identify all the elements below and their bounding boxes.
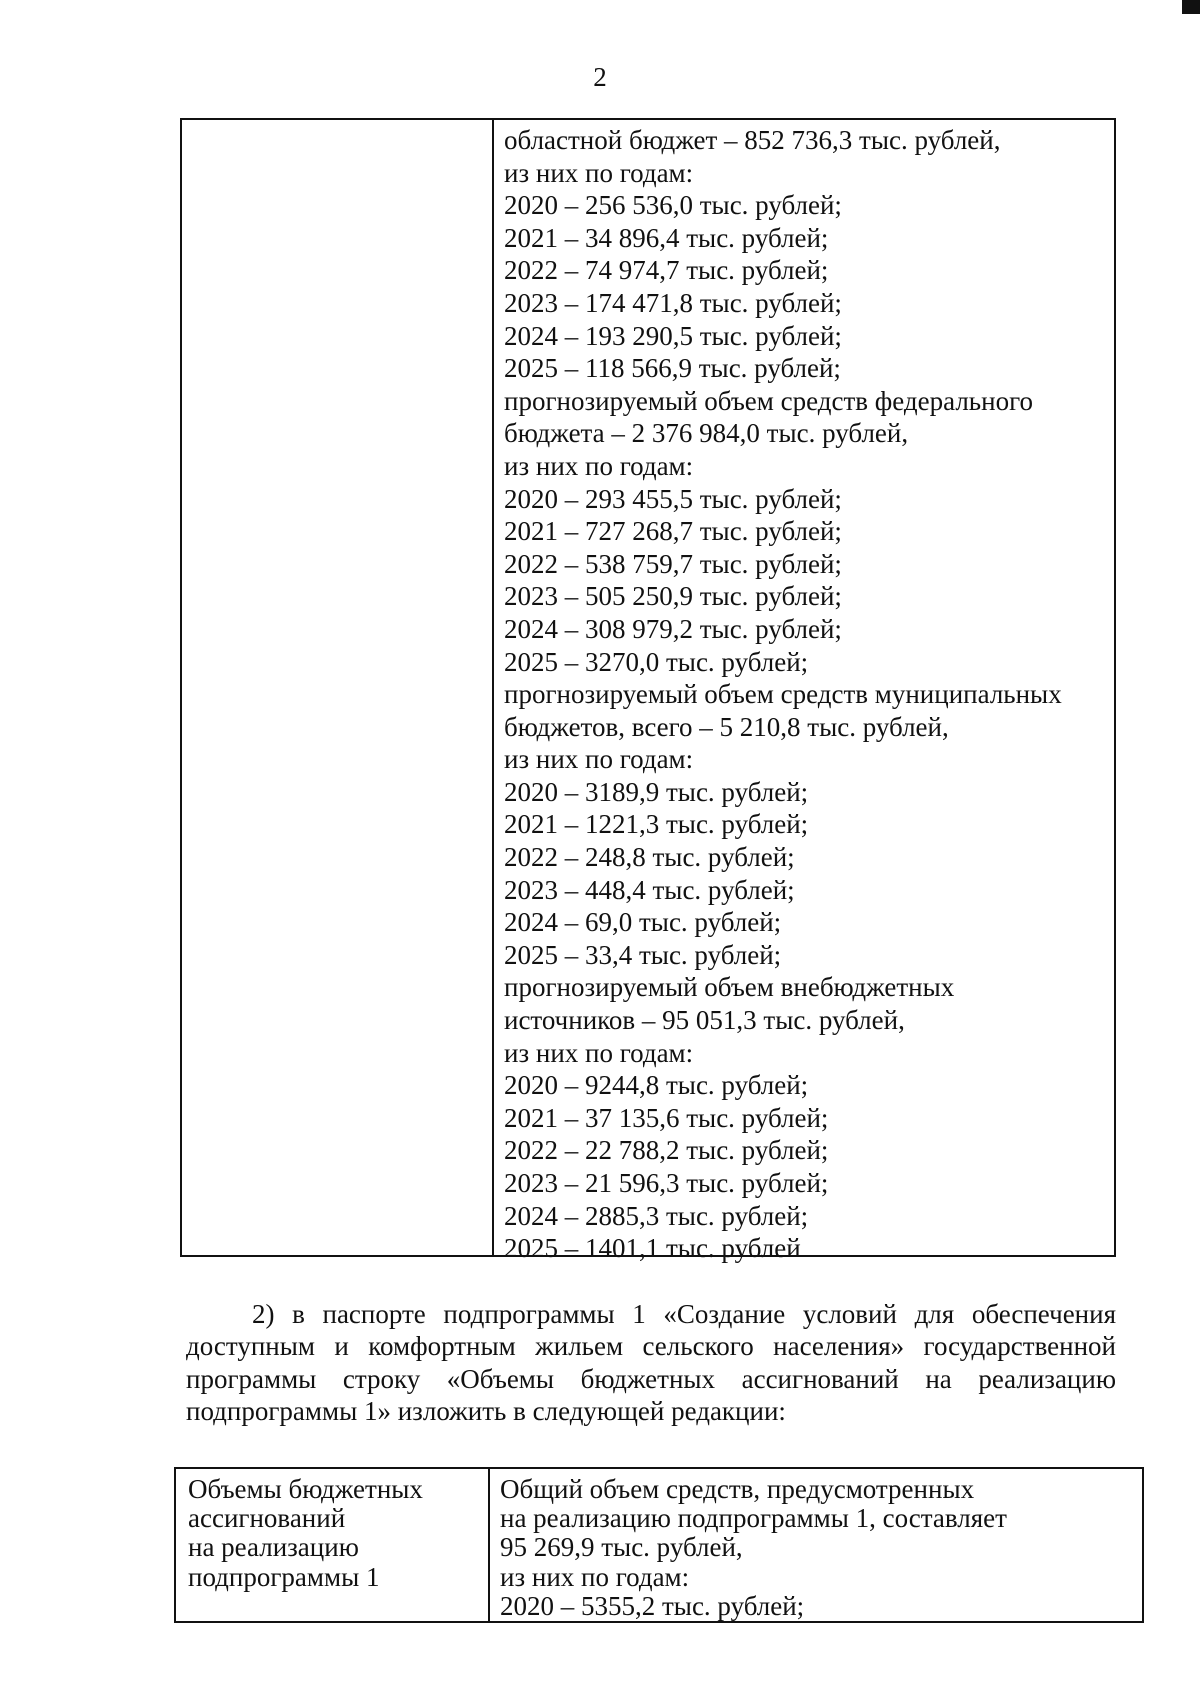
table-line: Объемы бюджетных: [188, 1474, 423, 1504]
page-number: 2: [593, 62, 607, 92]
table-line: бюджетов, всего – 5 210,8 тыс. рублей,: [504, 711, 949, 742]
table-line: прогнозируемый объем средств федерального: [504, 385, 1033, 416]
table-line: Общий объем средств, предусмотренных: [500, 1474, 975, 1504]
table-line: на реализацию: [188, 1532, 359, 1563]
table-line: из них по годам:: [504, 1037, 694, 1068]
table-line: 2021 – 1221,3 тыс. рублей;: [504, 809, 809, 840]
table-line: 2020 – 9244,8 тыс. рублей;: [504, 1070, 809, 1101]
table-line: 2024 – 308 979,2 тыс. рублей;: [504, 613, 842, 644]
funding-details-cell: [504, 124, 1106, 1265]
table-line: 2020 – 5355,2 тыс. рублей;: [500, 1590, 805, 1621]
table-line: из них по годам:: [504, 744, 694, 775]
table-line: ассигнований: [188, 1503, 346, 1534]
table-line: из них по годам:: [504, 157, 694, 188]
table-line: 2024 – 69,0 тыс. рублей;: [504, 907, 782, 938]
table-line: 2021 – 727 268,7 тыс. рублей;: [504, 516, 842, 547]
funding-details-cell: [500, 1475, 1134, 1621]
table-line: 2024 – 193 290,5 тыс. рублей;: [504, 320, 842, 351]
table-column-divider: [492, 120, 494, 1255]
table-line: 2023 – 448,4 тыс. рублей;: [504, 874, 795, 905]
row-heading-cell: [188, 1475, 480, 1592]
table-line: 2025 – 1401,1 тыс. рублей: [504, 1233, 801, 1264]
table-column-divider: [488, 1469, 490, 1621]
table-line: 2023 – 21 596,3 тыс. рублей;: [504, 1168, 829, 1198]
table-line: областной бюджет – 852 736,3 тыс. рублей,: [504, 125, 1001, 155]
table-line: из них по годам:: [504, 450, 694, 481]
table-line: 2020 – 293 455,5 тыс. рублей;: [504, 483, 842, 514]
scan-corner-mark: [1182, 0, 1200, 14]
table-line: 2022 – 22 788,2 тыс. рублей;: [504, 1135, 829, 1166]
table-line: 2022 – 538 759,7 тыс. рублей;: [504, 548, 842, 579]
subprogram-funding-table: [174, 1467, 1144, 1623]
funding-table-continuation: [180, 118, 1116, 1264]
table-line: прогнозируемый объем средств муниципальных: [504, 679, 1062, 710]
table-line: 2024 – 2885,3 тыс. рублей;: [504, 1200, 809, 1231]
table-line: 2023 – 505 250,9 тыс. рублей;: [504, 581, 842, 612]
table-line: 95 269,9 тыс. рублей,: [500, 1532, 743, 1563]
table-line: прогнозируемый объем внебюджетных: [504, 972, 955, 1003]
table-line: 2023 – 174 471,8 тыс. рублей;: [504, 287, 842, 318]
table-line: 2022 – 74 974,7 тыс. рублей;: [504, 255, 829, 286]
table-line: на реализацию подпрограммы 1, составляет: [500, 1503, 1007, 1534]
table-line: из них по годам:: [500, 1561, 690, 1592]
table-line: 2020 – 3189,9 тыс. рублей;: [504, 776, 809, 807]
table-line: 2025 – 118 566,9 тыс. рублей;: [504, 353, 841, 384]
table-line: подпрограммы 1: [188, 1561, 380, 1592]
table-line: 2021 – 37 135,6 тыс. рублей;: [504, 1102, 829, 1133]
table-line: 2021 – 34 896,4 тыс. рублей;: [504, 222, 829, 253]
table-line: 2022 – 248,8 тыс. рублей;: [504, 842, 795, 873]
table-line: 2020 – 256 536,0 тыс. рублей;: [504, 190, 842, 221]
table-line: источников – 95 051,3 тыс. рублей,: [504, 1005, 905, 1036]
table-line: 2025 – 3270,0 тыс. рублей;: [504, 646, 809, 677]
table-line: бюджета – 2 376 984,0 тыс. рублей,: [504, 418, 909, 449]
amendment-paragraph: 2) в паспорте подпрограммы 1 «Создание условий для обеспечения доступным и комфортным жильем сельского населения» государственной программы строку «Объемы бюджетных ассигнований на реализацию подпрограммы 1» изложить в следующей редакции:: [186, 1299, 1116, 1427]
table-line: 2025 – 33,4 тыс. рублей;: [504, 939, 782, 970]
